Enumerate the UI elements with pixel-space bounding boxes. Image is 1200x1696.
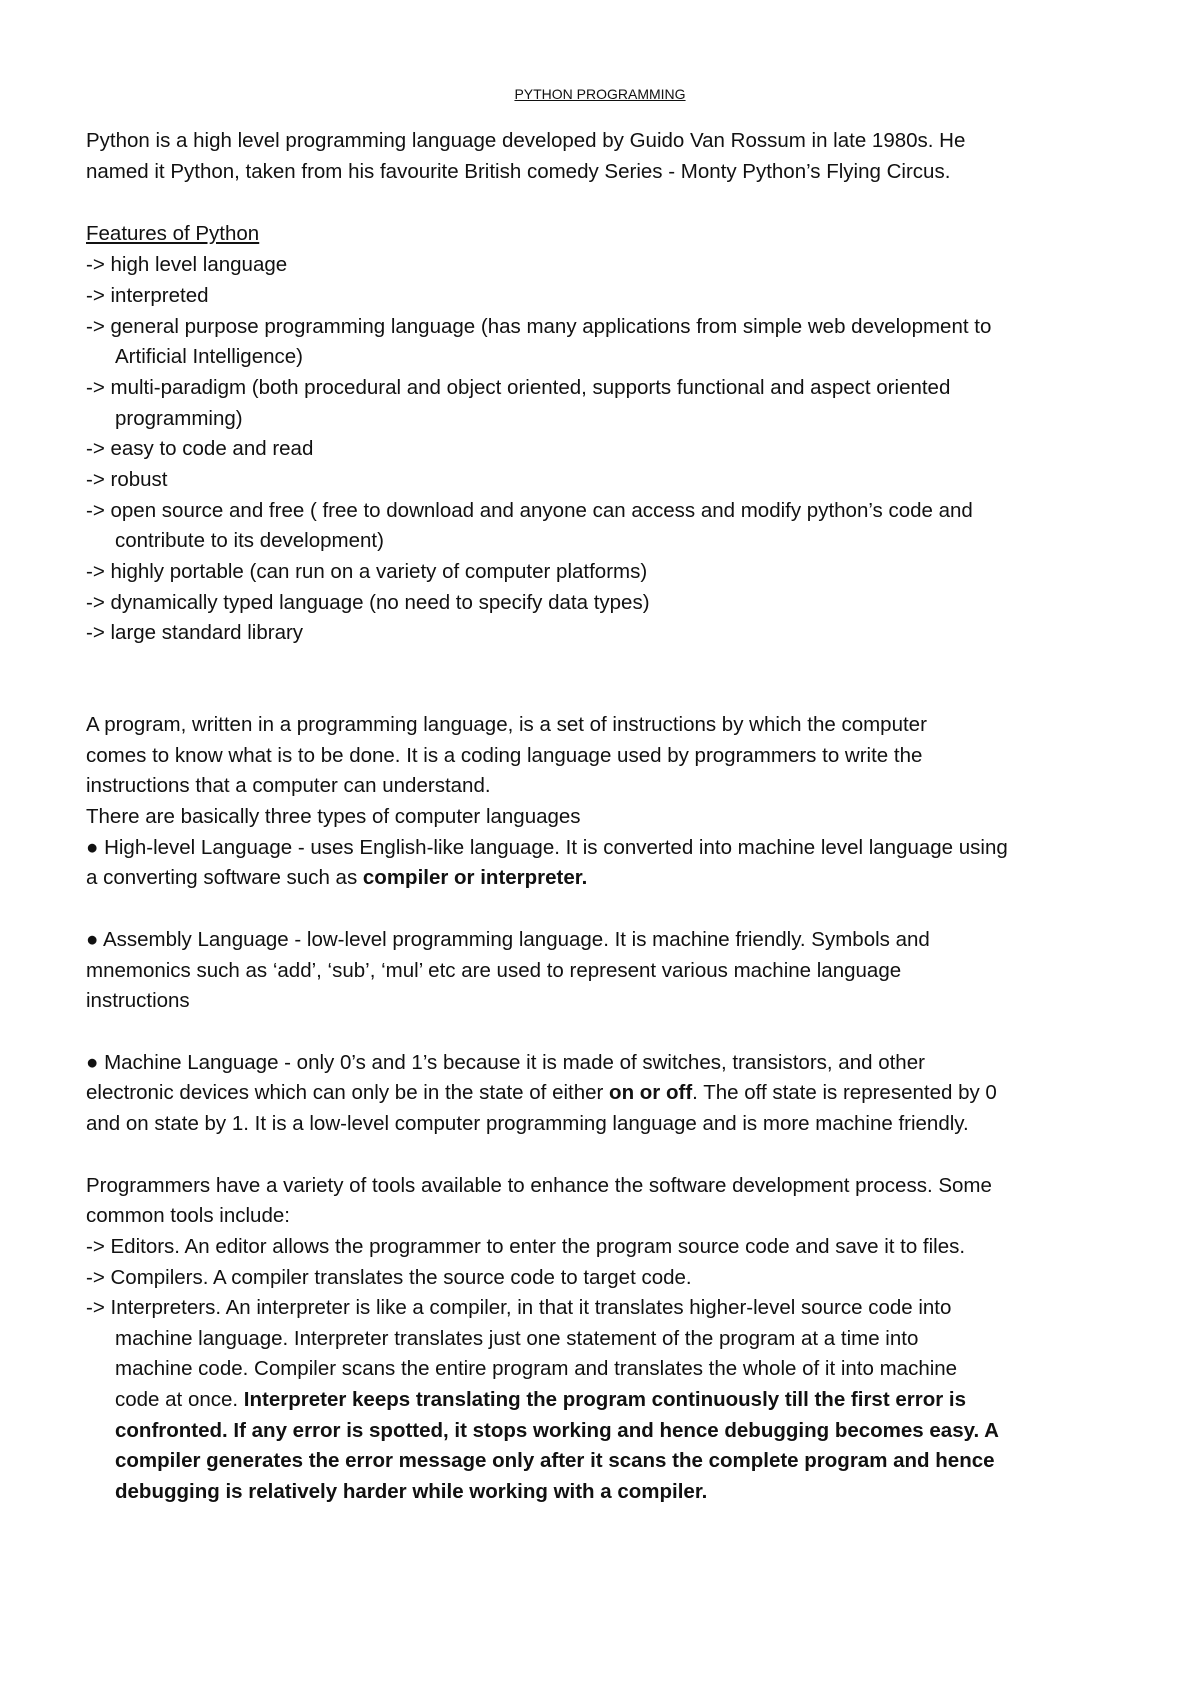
tool-interpreters-bold-line bbox=[115, 1475, 707, 1508]
tools-intro-line: Programmers have a variety of tools available to enhance the software development process. Some bbox=[86, 1174, 992, 1197]
program-paragraph-line: There are basically three types of computer languages bbox=[86, 805, 581, 828]
feature-item: -> highly portable (can run on a variety of computer platforms) bbox=[86, 560, 648, 583]
program-paragraph-line: comes to know what is to be done. It is a coding language used by programmers to write the bbox=[86, 744, 923, 767]
feature-item: -> multi-paradigm (both procedural and object oriented, supports functional and aspect oriented bbox=[86, 376, 951, 399]
machine-language-line bbox=[86, 1076, 997, 1109]
machine-text: electronic devices which can only be in the state of either bbox=[86, 1081, 610, 1104]
tool-interpreters-continued: machine language. Interpreter translates just one statement of the program at a time into bbox=[115, 1327, 919, 1350]
interpreter-text: code at once. bbox=[115, 1388, 244, 1411]
tool-interpreters-continued bbox=[115, 1383, 966, 1416]
feature-item-continued: Artificial Intelligence) bbox=[115, 345, 303, 368]
machine-language-line: and on state by 1. It is a low-level computer programming language and is more machine friendly. bbox=[86, 1112, 969, 1135]
page-title: PYTHON PROGRAMMING bbox=[514, 86, 686, 102]
feature-item: -> interpreted bbox=[86, 284, 209, 307]
feature-item: -> dynamically typed language (no need to specify data types) bbox=[86, 591, 650, 614]
tool-interpreters-continued: machine code. Compiler scans the entire program and translates the whole of it into machine bbox=[115, 1357, 958, 1380]
machine-language-line: ● Machine Language - only 0’s and 1’s because it is made of switches, transistors, and other bbox=[86, 1051, 925, 1074]
intro-line: Python is a high level programming language developed by Guido Van Rossum in late 1980s. He bbox=[86, 129, 966, 152]
high-level-language-line bbox=[86, 861, 587, 894]
program-paragraph-line: A program, written in a programming language, is a set of instructions by which the computer bbox=[86, 713, 927, 736]
interpreter-bold-text: compiler generates the error message only after it scans the complete program and hence bbox=[115, 1449, 995, 1472]
intro-line: named it Python, taken from his favourite British comedy Series - Monty Python’s Flying Circus. bbox=[86, 160, 951, 183]
feature-item: -> robust bbox=[86, 468, 168, 491]
interpreter-bold-text: Interpreter keeps translating the program continuously till the first error is bbox=[243, 1388, 967, 1411]
feature-item: -> large standard library bbox=[86, 621, 304, 644]
assembly-language-line: ● Assembly Language - low-level programming language. It is machine friendly. Symbols and bbox=[86, 928, 930, 951]
feature-item: -> high level language bbox=[86, 253, 288, 276]
feature-item: -> general purpose programming language (has many applications from simple web development to bbox=[86, 315, 992, 338]
machine-text: . The off state is represented by 0 bbox=[692, 1081, 997, 1104]
tools-intro-line: common tools include: bbox=[86, 1204, 290, 1227]
feature-item-continued: programming) bbox=[115, 407, 243, 430]
tool-compilers: -> Compilers. A compiler translates the source code to target code. bbox=[86, 1266, 692, 1289]
assembly-language-line: instructions bbox=[86, 989, 190, 1012]
tool-interpreters: -> Interpreters. An interpreter is like a compiler, in that it translates higher-level source code into bbox=[86, 1296, 952, 1319]
interpreter-bold-text: confronted. If any error is spotted, it stops working and hence debugging becomes easy. A bbox=[115, 1419, 999, 1442]
high-level-bold-text: compiler or interpreter. bbox=[362, 866, 588, 889]
high-level-text: a converting software such as bbox=[86, 866, 363, 889]
tool-editors: -> Editors. An editor allows the programmer to enter the program source code and save it to files. bbox=[86, 1235, 966, 1258]
features-heading: Features of Python bbox=[86, 222, 260, 245]
feature-item-continued: contribute to its development) bbox=[115, 529, 384, 552]
program-paragraph-line: instructions that a computer can understand. bbox=[86, 774, 491, 797]
feature-item: -> open source and free ( free to download and anyone can access and modify python’s code and bbox=[86, 499, 973, 522]
interpreter-bold-text: debugging is relatively harder while working with a compiler. bbox=[115, 1480, 708, 1503]
machine-bold-text: on or off bbox=[609, 1081, 693, 1104]
high-level-language-line: ● High-level Language - uses English-like language. It is converted into machine level language using bbox=[86, 836, 1008, 859]
tool-interpreters-bold-line bbox=[115, 1444, 995, 1477]
feature-item: -> easy to code and read bbox=[86, 437, 314, 460]
assembly-language-line: mnemonics such as ‘add’, ‘sub’, ‘mul’ etc are used to represent various machine language bbox=[86, 959, 902, 982]
tool-interpreters-bold-line bbox=[115, 1414, 999, 1447]
